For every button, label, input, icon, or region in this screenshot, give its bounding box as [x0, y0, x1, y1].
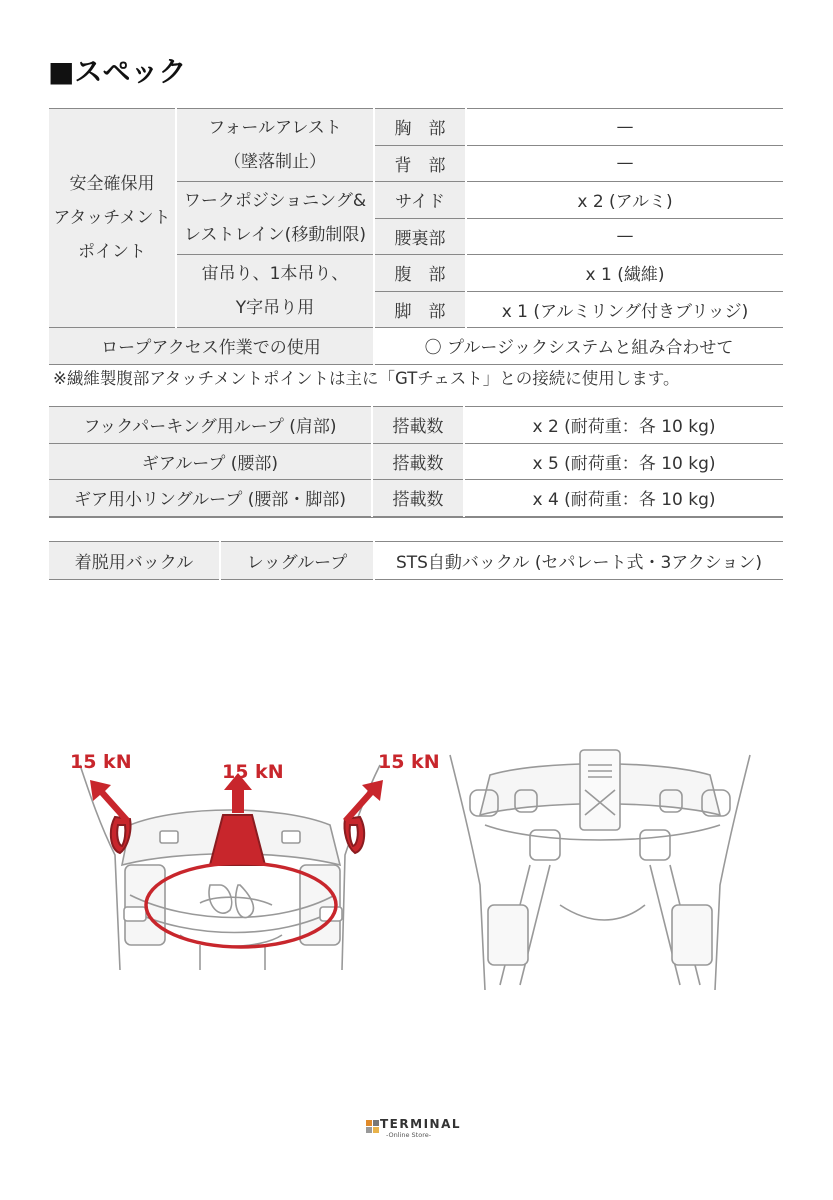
buckle-value: STS自動バックル (セパレート式・3アクション) [374, 542, 783, 580]
loop-value: x 2 (耐荷重：各 10 kg) [464, 407, 783, 444]
loop-count-label: 搭載数 [372, 443, 464, 480]
part-back: 背 部 [374, 145, 466, 182]
loop-label: ギア用小リングループ (腰部・脚部) [49, 480, 372, 517]
rope-access-value: 〇 プルージックシステムと組み合わせて [374, 328, 783, 365]
table-row [49, 407, 783, 444]
logo-mark-icon [373, 1127, 379, 1133]
value-chest: — [466, 109, 783, 146]
load-label-right: 15 kN [378, 751, 440, 773]
logo-mark-icon [373, 1120, 379, 1126]
value-ventral: x 1 (繊維) [466, 255, 783, 292]
part-side: サイド [374, 182, 466, 219]
rope-access-label: ロープアクセス作業での使用 [49, 328, 374, 365]
buckle-label: 着脱用バックル [49, 542, 220, 580]
value-side: x 2 (アルミ) [466, 182, 783, 219]
loop-label: フックパーキング用ループ (肩部) [49, 407, 372, 444]
terminal-logo [366, 1118, 466, 1140]
table-row [49, 480, 783, 517]
value-lower-back: — [466, 218, 783, 255]
loop-label: ギアループ (腰部) [49, 443, 372, 480]
front-harness-illustration [80, 765, 380, 970]
loop-count-label: 搭載数 [372, 480, 464, 517]
fall-arrest-label: フォールアレスト （墜落制止） [176, 109, 374, 182]
part-ventral: 腹 部 [374, 255, 466, 292]
value-leg: x 1 (アルミリング付きブリッジ) [466, 291, 783, 328]
loop-count-label: 搭載数 [372, 407, 464, 444]
load-label-left: 15 kN [70, 751, 132, 773]
logo-mark-icon [366, 1120, 372, 1126]
loop-value: x 4 (耐荷重：各 10 kg) [464, 480, 783, 517]
logo-mark-icon [366, 1127, 372, 1133]
logo-subtext: -Online Store- [386, 1131, 432, 1139]
logo-text: TERMINAL [380, 1117, 462, 1131]
arrow-right-icon [343, 780, 383, 823]
harness-figure [60, 735, 760, 1005]
back-harness-illustration [450, 750, 750, 990]
table-row [49, 443, 783, 480]
loops-table [49, 406, 783, 517]
loop-value: x 5 (耐荷重：各 10 kg) [464, 443, 783, 480]
work-positioning-label: ワークポジショニング& レストレイン(移動制限) [176, 182, 374, 255]
part-lower-back: 腰裏部 [374, 218, 466, 255]
arrow-left-icon [90, 780, 130, 823]
table-row [49, 542, 783, 580]
attachment-group-label: 安全確保用 アタッチメント ポイント [49, 109, 176, 328]
part-chest: 胸 部 [374, 109, 466, 146]
note-text: ※繊維製腹部アタッチメントポイントは主に「GTチェスト」との接続に使用します。 [53, 369, 680, 388]
part-leg: 脚 部 [374, 291, 466, 328]
load-label-center: 15 kN [222, 761, 284, 783]
value-back: — [466, 145, 783, 182]
buckle-table [49, 541, 783, 580]
suspension-label: 宙吊り、1本吊り、 Y字吊り用 [176, 255, 374, 328]
divider [49, 517, 783, 518]
buckle-part: レッグループ [220, 542, 374, 580]
spec-table [49, 108, 783, 365]
page-title: ■スペック [48, 55, 187, 88]
